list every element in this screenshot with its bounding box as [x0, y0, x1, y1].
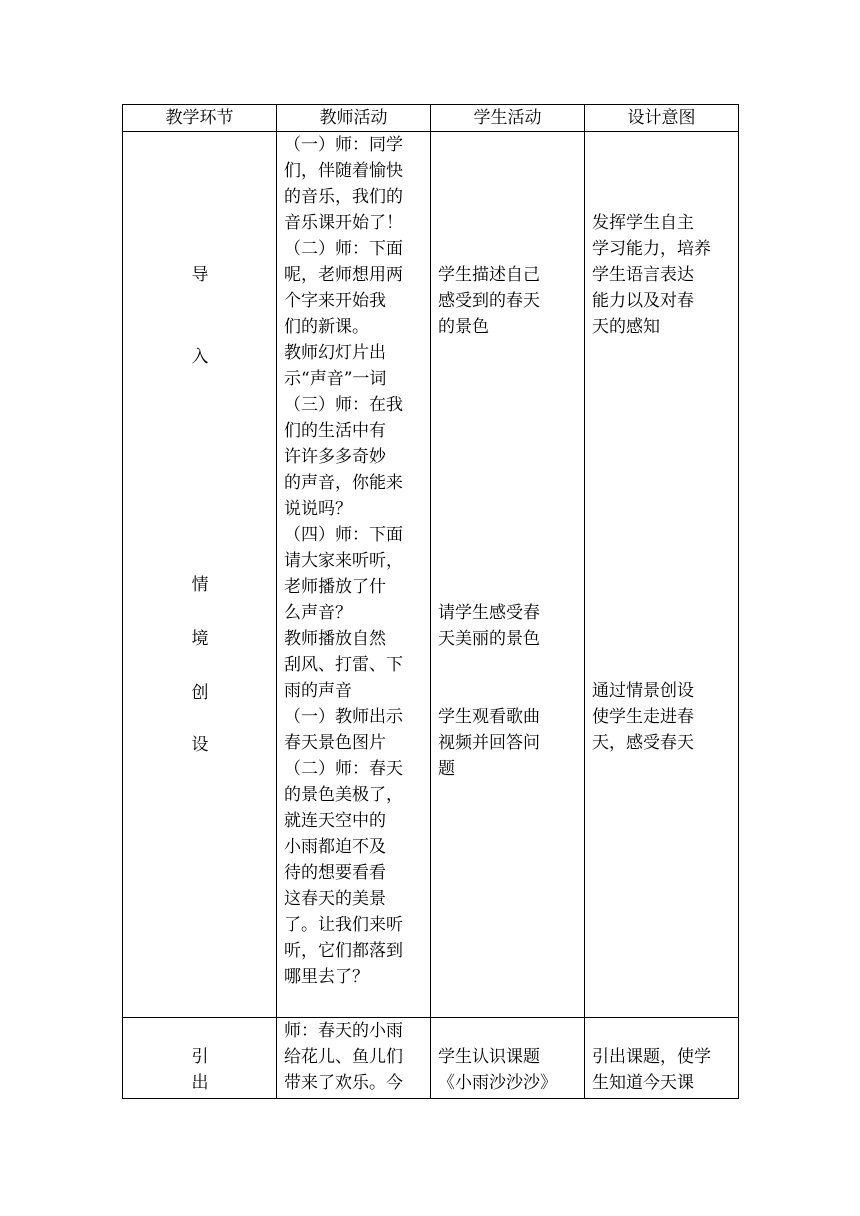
text-line: （四）师：下面	[284, 525, 403, 545]
text-line: （二）师：春天	[284, 759, 403, 779]
stage-char: 出	[191, 1073, 209, 1093]
text-line: 待的想要看看	[284, 863, 386, 883]
text-line: 带来了欢乐。今	[284, 1073, 403, 1093]
text-line: 感受到的春天	[438, 291, 540, 311]
stage-char: 情	[191, 575, 209, 595]
student-activity-text	[438, 262, 577, 340]
stage-char: 创	[191, 683, 209, 703]
text-line: 示“声音”一词	[284, 369, 387, 389]
text-line: 哪里去了？	[284, 967, 369, 987]
text-line: 听，它们都落到	[284, 941, 403, 961]
text-line: 的景色	[438, 317, 489, 337]
text-line: 个字来开始我	[284, 291, 386, 311]
text-line: 呢，老师想用两	[284, 265, 403, 285]
text-line: 给花儿、鱼儿们	[284, 1047, 403, 1067]
text-line: 引出课题，使学	[592, 1047, 711, 1067]
text-line: 的音乐，我们的	[284, 187, 403, 207]
student-activity-cell	[431, 1018, 585, 1099]
text-line: 们的生活中有	[284, 421, 386, 441]
text-line: 师：春天的小雨	[284, 1021, 403, 1041]
text-line: 许许多多奇妙	[284, 447, 386, 467]
lesson-plan-table	[122, 104, 739, 1099]
text-line: 么声音？	[284, 603, 352, 623]
text-line: 使学生走进春	[592, 707, 694, 727]
stage-char: 入	[191, 347, 209, 367]
text-line: 音乐课开始了！	[284, 213, 403, 233]
stage-cell	[123, 1018, 277, 1099]
teacher-activity-text	[284, 132, 423, 990]
text-line: 请学生感受春	[438, 603, 540, 623]
teacher-activity-cell	[277, 1018, 431, 1099]
text-line: 刮风、打雷、下	[284, 655, 403, 675]
student-activity-text	[438, 1018, 577, 1096]
text-line: 天美丽的景色	[438, 629, 540, 649]
student-activity-cell	[431, 132, 585, 1018]
text-line: 们，伴随着愉快	[284, 161, 403, 181]
text-line: 老师播放了什	[284, 577, 386, 597]
text-line: 学生描述自己	[438, 265, 540, 285]
text-line: 就连天空中的	[284, 811, 386, 831]
text-line: 教师播放自然	[284, 629, 386, 649]
text-line: 们的新课。	[284, 317, 369, 337]
text-line: （一）师：同学	[284, 135, 403, 155]
student-activity-text	[438, 704, 577, 782]
student-activity-text	[438, 600, 577, 652]
text-line: 了。让我们来听	[284, 915, 403, 935]
text-line: 雨的声音	[284, 681, 352, 701]
design-intent-cell	[585, 1018, 739, 1099]
stage-char: 导	[191, 265, 209, 285]
teacher-activity-cell	[277, 132, 431, 1018]
table-row	[123, 1018, 739, 1099]
design-intent-text	[592, 1018, 731, 1096]
text-line: 学习能力，培养	[592, 239, 711, 259]
text-line: 的声音，你能来	[284, 473, 403, 493]
text-line: 生知道今天课	[592, 1073, 694, 1093]
text-line: （一）教师出示	[284, 707, 403, 727]
text-line: 学生观看歌曲	[438, 707, 540, 727]
text-line: 题	[438, 759, 455, 779]
teacher-activity-text	[284, 1018, 423, 1096]
design-intent-cell	[585, 132, 739, 1018]
text-line: 这春天的美景	[284, 889, 386, 909]
text-line: 通过情景创设	[592, 681, 694, 701]
header-stage: 教学环节	[123, 105, 277, 132]
text-line: 小雨都迫不及	[284, 837, 386, 857]
design-intent-text	[592, 210, 731, 340]
text-line: 教师幻灯片出	[284, 343, 386, 363]
header-design-intent: 设计意图	[585, 105, 739, 132]
stage-char: 引	[191, 1047, 209, 1067]
text-line: 学生认识课题	[438, 1047, 540, 1067]
stage-cell	[123, 132, 277, 1018]
text-line: 发挥学生自主	[592, 213, 694, 233]
text-line: 的景色美极了，	[284, 785, 403, 805]
text-line: 《小雨沙沙沙》	[438, 1073, 557, 1093]
text-line: 说说吗？	[284, 499, 352, 519]
text-line: （三）师：在我	[284, 395, 403, 415]
text-line: 能力以及对春	[592, 291, 694, 311]
table-row	[123, 132, 739, 1018]
text-line: 学生语言表达	[592, 265, 694, 285]
stage-char: 设	[191, 735, 209, 755]
design-intent-text	[592, 678, 731, 756]
header-student-activity: 学生活动	[431, 105, 585, 132]
stage-char: 境	[191, 629, 209, 649]
table-header-row	[123, 105, 739, 132]
text-line: 请大家来听听，	[284, 551, 403, 571]
text-line: 天的感知	[592, 317, 660, 337]
text-line: （二）师：下面	[284, 239, 403, 259]
header-teacher-activity: 教师活动	[277, 105, 431, 132]
text-line: 春天景色图片	[284, 733, 386, 753]
text-line: 天，感受春天	[592, 733, 694, 753]
text-line: 视频并回答问	[438, 733, 540, 753]
